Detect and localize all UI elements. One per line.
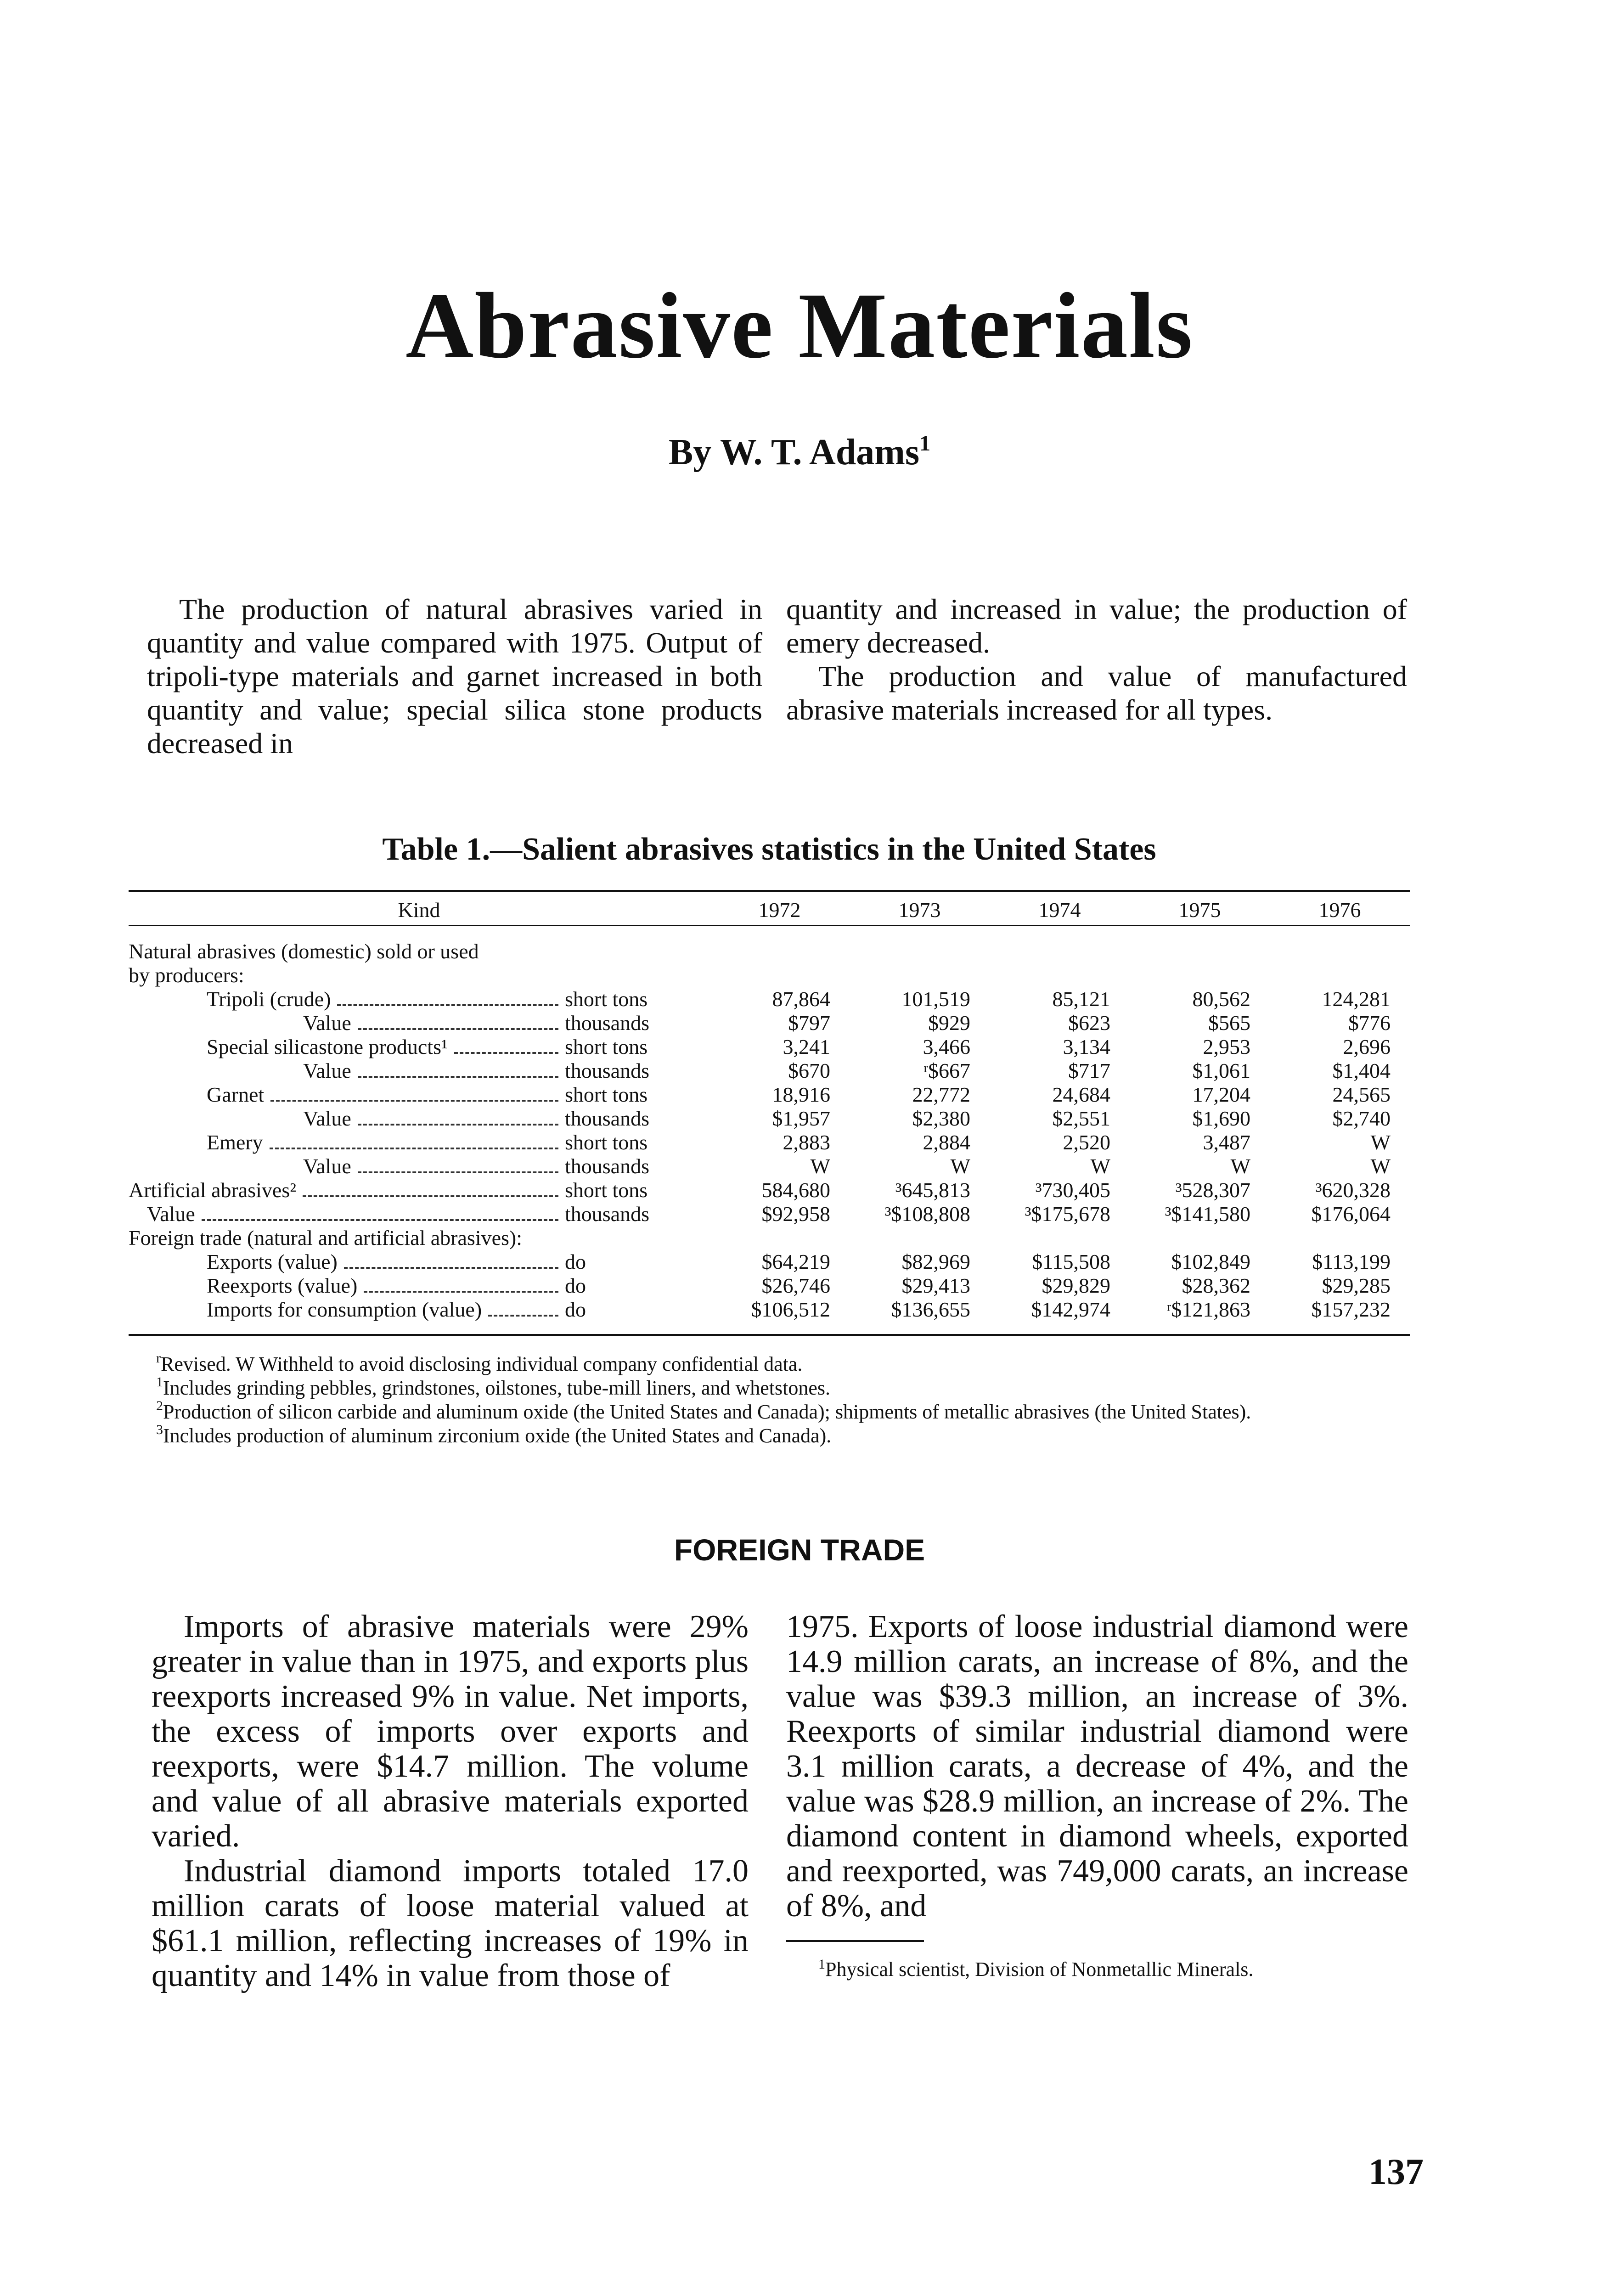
table-cell: ³$141,580 xyxy=(1165,1202,1250,1226)
footnote-marker: 1 xyxy=(818,1957,825,1972)
table-row xyxy=(129,1083,1410,1107)
row-label: Reexports (value) xyxy=(207,1274,358,1297)
intro-paragraph: The production of natural abrasives varied in quantity and value compared with 1975. Output of tripoli-type materials and garnet increased in both quantity and value; special silica stone products decreased in xyxy=(147,593,762,760)
table-cell: $136,655 xyxy=(891,1298,970,1321)
row-label-cell xyxy=(129,1250,709,1274)
table-cell: $92,958 xyxy=(761,1202,830,1226)
row-unit: thousands xyxy=(565,1154,649,1178)
table-cell: 3,241 xyxy=(783,1035,830,1058)
table-cell: W xyxy=(1090,1154,1110,1178)
column-header: 1972 xyxy=(758,898,801,922)
table-note xyxy=(129,1352,1410,1376)
row-label-cell xyxy=(129,987,709,1011)
column-header: 1975 xyxy=(1178,898,1221,922)
table-row xyxy=(129,1107,1410,1131)
page-title: Abrasive Materials xyxy=(405,274,1194,378)
row-label-cell xyxy=(129,1274,709,1298)
leader-dots xyxy=(344,1267,558,1269)
leader-dots xyxy=(270,1148,558,1149)
footnote-text: Physical scientist, Division of Nonmetallic Minerals. xyxy=(825,1958,1254,1981)
table-cell: $102,849 xyxy=(1171,1250,1250,1273)
row-label-cell xyxy=(129,1202,709,1226)
table-bottom-rule xyxy=(129,1334,1410,1336)
table-cell: $82,969 xyxy=(901,1250,970,1273)
row-label: Artificial abrasives² xyxy=(129,1178,297,1202)
table-cell: 101,519 xyxy=(901,987,970,1011)
table-group-label: by producers: xyxy=(129,963,244,987)
table-cell: 3,134 xyxy=(1063,1035,1110,1058)
table-cell: ³620,328 xyxy=(1315,1178,1391,1202)
table-cell: 3,466 xyxy=(923,1035,970,1058)
table-header-row xyxy=(129,895,1410,926)
leader-dots xyxy=(358,1028,558,1030)
row-label: Special silicastone products¹ xyxy=(207,1035,448,1058)
table-cell: 85,121 xyxy=(1052,987,1110,1011)
table-cell: 2,953 xyxy=(1203,1035,1250,1058)
intro-paragraph-continued: quantity and increased in value; the production of emery decreased. xyxy=(786,593,1407,659)
table-cell: $29,829 xyxy=(1042,1274,1110,1297)
intro-left-column xyxy=(147,592,762,760)
leader-dots xyxy=(358,1076,558,1078)
table-cell: 22,772 xyxy=(912,1083,970,1106)
row-unit: short tons xyxy=(565,1083,648,1106)
intro-paragraph-2: The production and value of manufactured abrasive materials increased for all types. xyxy=(786,660,1407,726)
table-row xyxy=(129,1298,1410,1322)
table-row xyxy=(129,1131,1410,1154)
leader-dots xyxy=(303,1195,558,1197)
table-cell: W xyxy=(810,1154,830,1178)
table-cell: 2,883 xyxy=(783,1131,830,1154)
table-cell: $623 xyxy=(1068,1011,1110,1035)
table-cell: $28,362 xyxy=(1182,1274,1250,1297)
body-right-column xyxy=(786,1609,1408,1924)
table-notes xyxy=(129,1352,1410,1448)
note-marker: r xyxy=(156,1351,161,1366)
row-label-cell xyxy=(129,1131,709,1154)
table-cell: $113,199 xyxy=(1312,1250,1391,1273)
body-paragraph: Imports of abrasive materials were 29% greater in value than in 1975, and exports plus reexports increased 9% in value. Net imports, the excess of imports over exports and reexports, were $14.7 million. The volume and value of all abrasive materials exported varied. xyxy=(152,1609,749,1854)
table-note xyxy=(129,1424,1410,1448)
row-label: Garnet xyxy=(207,1083,265,1106)
table-row xyxy=(129,1202,1410,1226)
table-cell: $157,232 xyxy=(1311,1298,1391,1321)
table-row xyxy=(129,1178,1410,1202)
leader-dots xyxy=(202,1219,558,1221)
leader-dots xyxy=(364,1291,558,1293)
row-unit: short tons xyxy=(565,987,648,1011)
table-cell: 3,487 xyxy=(1203,1131,1250,1154)
salient-statistics-table xyxy=(129,895,1410,1322)
row-unit: do xyxy=(565,1250,586,1273)
table-cell: $64,219 xyxy=(761,1250,830,1273)
column-header: 1974 xyxy=(1038,898,1081,922)
table-row xyxy=(129,1154,1410,1178)
table-cell: $797 xyxy=(788,1011,830,1035)
section-heading: FOREIGN TRADE xyxy=(674,1533,925,1567)
table-spacer xyxy=(129,926,1410,940)
table-cell: 17,204 xyxy=(1192,1083,1250,1106)
row-label-cell xyxy=(129,1035,709,1059)
table-cell: $1,957 xyxy=(772,1107,830,1130)
table-cell: $115,508 xyxy=(1032,1250,1110,1273)
leader-dots xyxy=(270,1100,558,1102)
byline xyxy=(0,429,1599,475)
body-paragraph-continued: 1975. Exports of loose industrial diamond were 14.9 million carats, an increase of 8%, and the value was $39.3 million, an increase of 3%. Reexports of similar industrial diamond were 3.1 million carats, a decrease of 4%, and the value was $28.9 million, an increase of 2%. The diamond content in diamond wheels, exported and reexported, was 749,000 carats, an increase of 8%, and xyxy=(786,1609,1408,1924)
table-note xyxy=(129,1376,1410,1400)
row-label-cell xyxy=(129,1059,709,1083)
leader-dots xyxy=(488,1315,558,1317)
table-cell: $29,285 xyxy=(1322,1274,1391,1297)
footnote-rule xyxy=(786,1940,924,1942)
column-header: 1973 xyxy=(898,898,941,922)
note-marker: 1 xyxy=(156,1374,163,1390)
row-label: Exports (value) xyxy=(207,1250,338,1273)
table-cell: $2,380 xyxy=(912,1107,970,1130)
leader-dots xyxy=(337,1004,558,1006)
table-group-row xyxy=(129,1226,1410,1250)
note-text: Includes production of aluminum zirconium oxide (the United States and Canada). xyxy=(163,1424,832,1447)
table-cell: 87,864 xyxy=(772,987,830,1011)
table-group-row xyxy=(129,963,1410,987)
row-unit: thousands xyxy=(565,1011,649,1035)
table-cell: W xyxy=(1370,1154,1391,1178)
author-name: By W. T. Adams xyxy=(668,432,920,473)
table-cell: $1,690 xyxy=(1192,1107,1250,1130)
column-header: 1976 xyxy=(1318,898,1361,922)
row-unit: thousands xyxy=(565,1202,649,1226)
table-cell: 80,562 xyxy=(1192,987,1250,1011)
table-cell: ³$108,808 xyxy=(884,1202,970,1226)
intro-right-column xyxy=(786,592,1407,726)
note-marker: 2 xyxy=(156,1398,163,1413)
table-cell: 124,281 xyxy=(1322,987,1391,1011)
table-cell: 2,884 xyxy=(923,1131,970,1154)
row-label-cell xyxy=(129,1083,709,1107)
leader-dots xyxy=(454,1052,558,1054)
note-text: Includes grinding pebbles, grindstones, oilstones, tube-mill liners, and whetstones. xyxy=(163,1377,831,1399)
table-cell: $142,974 xyxy=(1031,1298,1110,1321)
table-cell: $776 xyxy=(1348,1011,1391,1035)
table-cell: ³730,405 xyxy=(1035,1178,1110,1202)
body-left-column xyxy=(152,1609,749,1993)
page-footnote xyxy=(818,1957,1415,1982)
table-row xyxy=(129,1059,1410,1083)
note-text: Revised. W Withheld to avoid disclosing individual company confidential data. xyxy=(161,1353,803,1375)
table-cell: 24,684 xyxy=(1052,1083,1110,1106)
row-label: Emery xyxy=(207,1131,263,1154)
row-label-cell xyxy=(129,1178,709,1202)
table-cell: $29,413 xyxy=(901,1274,970,1297)
row-unit: do xyxy=(565,1274,586,1297)
table-cell: 2,696 xyxy=(1343,1035,1391,1058)
table-cell: ʳ$121,863 xyxy=(1166,1298,1250,1321)
row-label: Value xyxy=(303,1059,351,1082)
table-top-rule xyxy=(129,890,1410,892)
table-note xyxy=(129,1400,1410,1424)
table-cell: 24,565 xyxy=(1332,1083,1391,1106)
row-unit: do xyxy=(565,1298,586,1321)
row-label: Value xyxy=(303,1011,351,1035)
table-cell: $2,740 xyxy=(1332,1107,1391,1130)
page-number: 137 xyxy=(1368,2152,1424,2192)
table-cell: ³$175,678 xyxy=(1025,1202,1110,1226)
table-cell: $176,064 xyxy=(1311,1202,1391,1226)
row-unit: short tons xyxy=(565,1035,648,1058)
table-cell: W xyxy=(950,1154,970,1178)
table-row xyxy=(129,987,1410,1011)
table-cell: $670 xyxy=(788,1059,830,1082)
table-cell: ³645,813 xyxy=(895,1178,970,1202)
row-unit: thousands xyxy=(565,1107,649,1130)
leader-dots xyxy=(358,1124,558,1125)
row-label: Imports for consumption (value) xyxy=(207,1298,482,1321)
table-cell: $717 xyxy=(1068,1059,1110,1082)
table-row xyxy=(129,1274,1410,1298)
table-cell: ³528,307 xyxy=(1175,1178,1250,1202)
author-footnote-marker: 1 xyxy=(919,431,931,456)
table-cell: W xyxy=(1370,1131,1391,1154)
table-cell: $1,061 xyxy=(1192,1059,1250,1082)
leader-dots xyxy=(358,1171,558,1173)
row-label-cell xyxy=(129,1107,709,1131)
table-cell: $2,551 xyxy=(1052,1107,1110,1130)
row-label-cell xyxy=(129,1154,709,1178)
table-cell: 584,680 xyxy=(761,1178,830,1202)
row-label: Tripoli (crude) xyxy=(207,987,331,1011)
table-cell: $929 xyxy=(928,1011,970,1035)
row-label-cell xyxy=(129,1011,709,1035)
table-cell: $565 xyxy=(1208,1011,1250,1035)
table-row xyxy=(129,1250,1410,1274)
table-group-label: Foreign trade (natural and artificial abrasives): xyxy=(129,1226,523,1249)
table-group-row xyxy=(129,940,1410,963)
table-group-label: Natural abrasives (domestic) sold or used xyxy=(129,940,479,963)
body-paragraph: Industrial diamond imports totaled 17.0 million carats of loose material valued at $61.1 million, reflecting increases of 19% in quantity and 14% in value from those of xyxy=(152,1853,749,1993)
table-cell: $106,512 xyxy=(751,1298,830,1321)
table-cell: $26,746 xyxy=(761,1274,830,1297)
row-label: Value xyxy=(147,1202,195,1226)
column-header: Kind xyxy=(398,898,440,922)
row-unit: short tons xyxy=(565,1178,648,1202)
row-unit: short tons xyxy=(565,1131,648,1154)
note-text: Production of silicon carbide and aluminum oxide (the United States and Canada); shipments of metallic abrasives (the United States). xyxy=(163,1401,1251,1423)
row-label: Value xyxy=(303,1154,351,1178)
table-row xyxy=(129,1011,1410,1035)
row-unit: thousands xyxy=(565,1059,649,1082)
table-cell: W xyxy=(1230,1154,1250,1178)
note-marker: 3 xyxy=(156,1422,163,1437)
table-cell: $1,404 xyxy=(1332,1059,1391,1082)
table-cell: ʳ$667 xyxy=(923,1059,970,1082)
table-cell: 2,520 xyxy=(1063,1131,1110,1154)
table-cell: 18,916 xyxy=(772,1083,830,1106)
table-title: Table 1.—Salient abrasives statistics in the United States xyxy=(382,832,1156,867)
row-label: Value xyxy=(303,1107,351,1130)
row-label-cell xyxy=(129,1298,709,1322)
table-row xyxy=(129,1035,1410,1059)
